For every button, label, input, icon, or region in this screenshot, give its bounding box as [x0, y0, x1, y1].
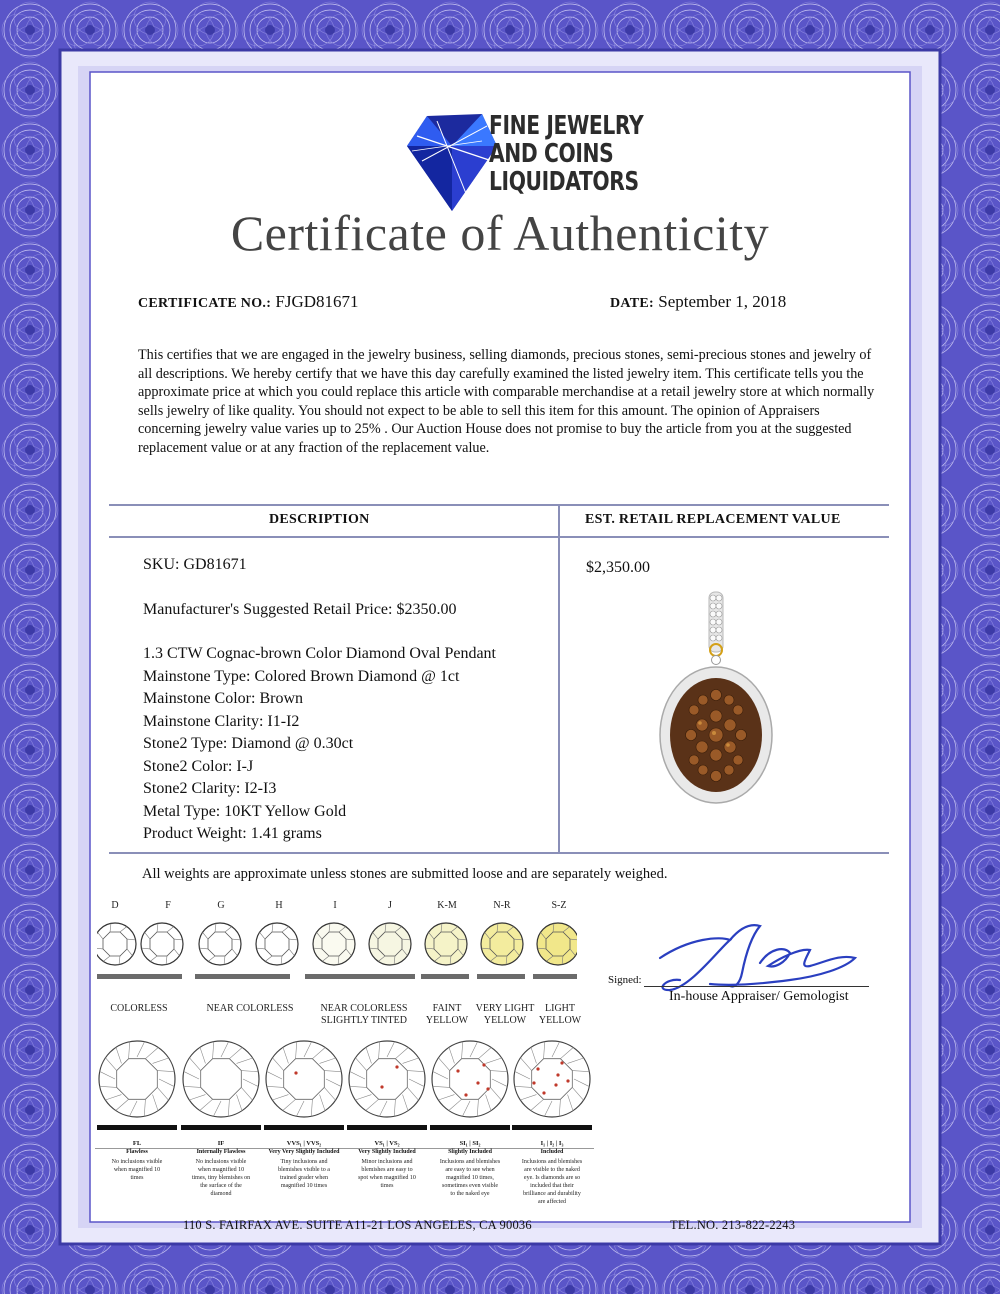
logo-line-2: AND COINS	[489, 139, 614, 169]
clarity-description-line: trained grader when	[280, 1175, 328, 1181]
clarity-description-line: No inclusions visible	[111, 1159, 163, 1165]
clarity-grade-bar	[181, 1125, 261, 1130]
logo-line-3: LIQUIDATORS	[489, 167, 639, 197]
clarity-grade-description	[510, 1158, 594, 1206]
color-group-line-1: FAINT	[432, 1003, 462, 1014]
clarity-sample-diamond	[514, 1041, 590, 1117]
clarity-grade-bar	[430, 1125, 510, 1130]
color-grade-letter: K-M	[437, 900, 457, 911]
item-detail-line: Mainstone Type: Colored Brown Diamond @ 1ct	[143, 667, 460, 685]
description-header: DESCRIPTION	[269, 512, 370, 527]
clarity-description-line: Minor inclusions and	[361, 1159, 413, 1165]
item-detail-line: 1.3 CTW Cognac-brown Color Diamond Oval Pendant	[143, 645, 496, 662]
color-sample-diamond	[97, 923, 136, 965]
clarity-grade-description	[262, 1158, 346, 1190]
color-group-line-1: NEAR COLORLESS	[206, 1003, 294, 1014]
color-group-line-2: YELLOW	[538, 1015, 582, 1026]
color-sample-diamond	[256, 923, 298, 965]
clarity-description-line: the surface of the	[200, 1183, 242, 1189]
clarity-grade-bar	[264, 1125, 344, 1130]
color-group-line-1: NEAR COLORLESS	[320, 1003, 408, 1014]
clarity-grade-code: VS₁ | VS₂	[374, 1140, 400, 1147]
clarity-description-line: are easy to see when	[445, 1167, 495, 1173]
color-group-line-1: LIGHT	[545, 1003, 575, 1014]
color-sample-diamond	[425, 923, 467, 965]
clarity-grade-bar	[97, 1125, 177, 1130]
clarity-description-line: times	[130, 1175, 144, 1181]
item-detail-line: Metal Type: 10KT Yellow Gold	[143, 802, 347, 820]
color-grade-letter: S-Z	[551, 900, 567, 911]
color-grade-letter: F	[165, 900, 171, 911]
color-group-bar	[533, 974, 577, 979]
clarity-description-line: spot when magnified 10	[358, 1175, 416, 1181]
color-grade-letter: G	[217, 900, 225, 911]
clarity-description-line: brilliance and durability	[523, 1191, 581, 1197]
color-grade-group-label	[190, 1003, 310, 1015]
clarity-description-line: Inclusions and blemishes	[439, 1159, 501, 1165]
clarity-description-line: eye. Is diamonds are so	[523, 1175, 581, 1181]
clarity-grade-code: FL	[132, 1140, 142, 1147]
pendant-image	[657, 590, 777, 810]
clarity-grade-description	[428, 1158, 512, 1198]
color-group-bar	[477, 974, 525, 979]
clarity-grade-code: IF	[217, 1140, 225, 1147]
clarity-grade-name: Very Very Slightly Included	[262, 1148, 346, 1155]
logo-line-1: FINE JEWELRY	[489, 111, 644, 141]
clarity-description-line: times, tiny blemishes on	[191, 1175, 251, 1181]
clarity-description-line: blemishes are easy to	[361, 1167, 413, 1173]
clarity-grade-bar	[347, 1125, 427, 1130]
color-grade-letter: H	[275, 900, 283, 911]
clarity-grade-name: Very Slightly Included	[345, 1148, 429, 1155]
clarity-description-line: magnified 10 times,	[446, 1175, 494, 1181]
color-grade-letter: N-R	[493, 900, 511, 911]
color-grade-group-label	[79, 1003, 199, 1015]
color-sample-diamond	[537, 923, 577, 965]
color-group-bar	[305, 974, 415, 979]
clarity-description-line: diamond	[210, 1191, 232, 1197]
clarity-sample-diamond	[99, 1041, 175, 1117]
certificate-date-label: DATE:	[610, 296, 655, 311]
clarity-description-line: to the naked eye	[450, 1191, 490, 1197]
clarity-grade-name: Slightly Included	[428, 1148, 512, 1155]
msrp: Manufacturer's Suggested Retail Price: $2350.00	[143, 600, 457, 618]
color-group-line-1: COLORLESS	[110, 1003, 168, 1014]
value-header: EST. RETAIL REPLACEMENT VALUE	[585, 512, 841, 527]
item-detail-line: Mainstone Clarity: I1-I2	[143, 712, 300, 730]
certificate-number-label: CERTIFICATE NO.:	[138, 296, 272, 311]
clarity-grade-chart	[97, 1031, 597, 1139]
item-description	[143, 554, 563, 846]
item-details	[143, 643, 563, 846]
clarity-grade-description	[345, 1158, 429, 1190]
color-group-line-1: VERY LIGHT	[475, 1003, 535, 1014]
color-group-line-2: SLIGHTLY TINTED	[321, 1015, 407, 1026]
item-detail-line: Stone2 Type: Diamond @ 0.30ct	[143, 735, 354, 752]
clarity-description-line: Tiny inclusions and	[280, 1159, 328, 1165]
sku: SKU: GD81671	[143, 556, 247, 573]
certificate-title: Certificate of Authenticity	[230, 205, 770, 261]
color-group-line-2: YELLOW	[425, 1015, 469, 1026]
table-top-rule	[109, 504, 889, 506]
certificate-date-value: September 1, 2018	[658, 292, 787, 311]
color-sample-diamond	[481, 923, 523, 965]
color-grade-letter: J	[388, 900, 392, 911]
certificate-date	[610, 292, 786, 312]
weight-note: All weights are approximate unless stones are submitted loose and are separately weighed.	[142, 866, 668, 882]
footer-address: 110 S. FAIRFAX AVE. SUITE A11-21 LOS ANGELES, CA 90036	[183, 1218, 532, 1232]
color-grade-letter: I	[333, 900, 337, 911]
certificate-body	[97, 76, 903, 1232]
clarity-description-line: sometimes even visible	[442, 1183, 498, 1189]
certificate-number	[138, 292, 359, 312]
footer-telephone: TEL.NO. 213-822-2243	[670, 1218, 796, 1232]
color-sample-diamond	[369, 923, 411, 965]
color-grade-letter: D	[111, 900, 119, 911]
signature-line	[644, 986, 869, 987]
item-detail-line: Stone2 Color: I-J	[143, 757, 254, 775]
appraiser-role: In-house Appraiser/ Gemologist	[669, 989, 849, 1004]
company-logo-text	[489, 112, 643, 196]
clarity-sample-diamond	[349, 1041, 425, 1117]
clarity-grade-name: Internally Flawless	[179, 1148, 263, 1155]
clarity-description-line: are visible to the naked	[524, 1167, 580, 1173]
color-sample-diamond	[141, 923, 183, 965]
clarity-grade-description	[179, 1158, 263, 1198]
clarity-description-line: when magnified 10	[197, 1167, 245, 1173]
color-grade-group-label	[500, 1003, 620, 1027]
certification-statement: This certifies that we are engaged in the jewelry business, selling diamonds, precious stones, semi-precious stones and jewelry of all descriptions. We hereby certify that we have this day carefully examined the listed jewelry item. This certificate tells you the approximate price at which you could replace this article with comparable merchandise at a retail jewelry store at which normally sells jewelry of like quality. You should not expect to be able to sell this item for this amount. The opinion of Appraisers concerning jewelry value varies up to 25% . Our Auction House does not promise to buy the article from you at the suggested replacement value or at any fraction of the replacement value.	[138, 347, 875, 456]
color-sample-diamond	[313, 923, 355, 965]
color-group-bar	[421, 974, 469, 979]
clarity-description-line: No inclusions visible	[195, 1159, 247, 1165]
color-grade-chart	[97, 914, 577, 994]
clarity-description-line: magnified 10 times	[280, 1183, 328, 1189]
clarity-sample-diamond	[266, 1041, 342, 1117]
clarity-grade-name: Included	[510, 1148, 594, 1155]
clarity-grade-bar	[512, 1125, 592, 1130]
table-bottom-rule	[109, 852, 889, 854]
color-sample-diamond	[199, 923, 241, 965]
color-group-bar	[195, 974, 290, 979]
color-group-line-2: YELLOW	[483, 1015, 527, 1026]
clarity-sample-diamond	[432, 1041, 508, 1117]
clarity-grade-description	[95, 1158, 179, 1182]
item-detail-line: Mainstone Color: Brown	[143, 690, 303, 707]
item-detail-line: Stone2 Clarity: I2-I3	[143, 780, 277, 797]
clarity-description-line: are affected	[537, 1199, 567, 1205]
certificate-number-value: FJGD81671	[275, 292, 359, 311]
clarity-description-line: times	[380, 1183, 394, 1189]
clarity-grade-code: VVS₁ | VVS₂	[286, 1140, 322, 1147]
clarity-sample-diamond	[183, 1041, 259, 1117]
item-detail-line: Product Weight: 1.41 grams	[143, 825, 322, 842]
signed-label: Signed:	[608, 974, 642, 986]
clarity-grade-code: I₁ | I₂ | I₃	[540, 1140, 564, 1147]
clarity-grade-name: Flawless	[95, 1148, 179, 1155]
clarity-grade-code: SI₁ | SI₂	[459, 1140, 481, 1147]
clarity-description-line: when magnified 10	[113, 1167, 161, 1173]
clarity-description-line: Inclusions and blemishes	[521, 1159, 583, 1165]
replacement-value: $2,350.00	[586, 559, 650, 576]
table-header-rule	[109, 536, 889, 538]
color-group-bar	[97, 974, 182, 979]
clarity-description-line: blemishes visible to a	[278, 1167, 330, 1173]
clarity-description-line: included that their	[530, 1183, 574, 1189]
